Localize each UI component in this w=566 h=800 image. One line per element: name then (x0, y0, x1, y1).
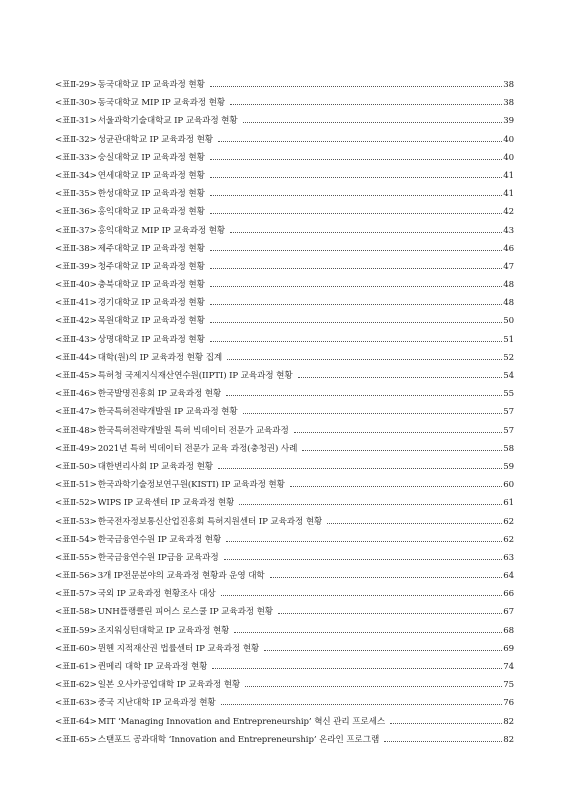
toc-entry-page: 46 (503, 243, 514, 254)
toc-entry-page: 61 (503, 498, 514, 509)
toc-leader-dots (210, 159, 502, 160)
toc-entry-title: 조지워싱턴대학교 IP 교육과정 현황 (97, 625, 230, 636)
toc-entry-label: <표Ⅱ-56> (55, 571, 97, 582)
toc-entry-title: 성균관대학교 IP 교육과정 현황 (97, 134, 213, 145)
toc-leader-dots (243, 413, 503, 414)
toc-entry-title: 동국대학교 IP 교육과정 현황 (97, 80, 205, 90)
toc-entry-label: <표Ⅱ-46> (55, 389, 97, 400)
toc-entry-label: <표Ⅱ-36> (55, 207, 97, 218)
toc-entry[interactable] (55, 187, 514, 205)
toc-entry-label: <표Ⅱ-38> (55, 243, 97, 254)
toc-entry-label: <표Ⅱ-57> (55, 589, 97, 600)
toc-entry-label: <표Ⅱ-41> (55, 298, 97, 309)
toc-entry[interactable] (55, 169, 514, 187)
toc-entry-page: 48 (503, 298, 514, 309)
toc-entry-label: <표Ⅱ-42> (55, 316, 97, 327)
toc-entry-title: 일본 오사카공업대학 IP 교육과정 현황 (97, 680, 241, 691)
toc-entry-title: 홍익대학교 IP 교육과정 현황 (97, 207, 205, 218)
toc-entry-title: 충북대학교 IP 교육과정 현황 (97, 280, 205, 291)
toc-entry-page: 76 (503, 698, 514, 709)
toc-leader-dots (278, 613, 502, 614)
toc-leader-dots (218, 141, 502, 142)
toc-entry-page: 40 (503, 152, 514, 163)
toc-entry-label: <표Ⅱ-60> (55, 643, 97, 654)
toc-entry-page: 48 (503, 280, 514, 291)
toc-entry-page: 69 (503, 643, 514, 654)
toc-entry-title: UNH플랭클린 피어스 로스쿨 IP 교육과정 현황 (97, 607, 274, 618)
toc-entry[interactable] (55, 569, 514, 587)
toc-entry[interactable] (55, 387, 514, 405)
toc-entry-label: <표Ⅱ-35> (55, 189, 97, 200)
toc-leader-dots (384, 741, 502, 742)
toc-leader-dots (218, 468, 502, 469)
toc-entry-page: 82 (503, 716, 514, 727)
toc-leader-dots (239, 504, 502, 505)
toc-entry[interactable] (55, 478, 514, 496)
toc-entry-page: 39 (503, 116, 514, 127)
toc-leader-dots (210, 304, 502, 305)
toc-entry-title: MIT ‘Managing Innovation and Entrepreneurship’ 혁신 관리 프로세스 (97, 716, 386, 727)
toc-entry-title: 중국 지난대학 IP 교육과정 현황 (97, 698, 216, 709)
toc-entry-title: 한국금융연수원 IP 교육과정 현황 (97, 534, 222, 545)
toc-leader-dots (221, 595, 503, 596)
toc-entry[interactable] (55, 314, 514, 332)
toc-entry-label: <표Ⅱ-32> (55, 134, 97, 145)
toc-entry-title: 제주대학교 IP 교육과정 현황 (97, 243, 205, 254)
toc-entry-label: <표Ⅱ-37> (55, 225, 97, 236)
toc-entry[interactable] (55, 351, 514, 369)
toc-entry-title: 3개 IP전문분야의 교육과정 현황과 운영 대학 (97, 571, 265, 582)
toc-leader-dots (226, 541, 502, 542)
toc-entry-title: 스탠포드 공과대학 ‘Innovation and Entrepreneurship’ 온라인 프로그램 (97, 734, 380, 745)
toc-leader-dots (298, 377, 503, 378)
toc-entry[interactable] (55, 624, 514, 642)
toc-leader-dots (210, 250, 502, 251)
toc-leader-dots (210, 195, 502, 196)
toc-entry-page: 41 (503, 189, 514, 200)
toc-entry[interactable] (55, 587, 514, 605)
toc-entry-page: 40 (503, 134, 514, 145)
toc-entry[interactable] (55, 296, 514, 314)
toc-entry[interactable] (55, 533, 514, 551)
toc-leader-dots (210, 213, 502, 214)
toc-entry[interactable] (55, 405, 514, 423)
table-of-contents (55, 78, 514, 751)
toc-entry-page: 47 (503, 261, 514, 272)
toc-entry-page: 60 (503, 480, 514, 491)
toc-leader-dots (224, 559, 503, 560)
toc-leader-dots (210, 322, 502, 323)
toc-entry-label: <표Ⅱ-51> (55, 480, 97, 491)
toc-entry[interactable] (55, 733, 514, 751)
toc-entry-page: 41 (503, 170, 514, 181)
toc-entry[interactable] (55, 496, 514, 514)
toc-leader-dots (221, 704, 503, 705)
toc-entry[interactable] (55, 333, 514, 351)
toc-entry-title: 국외 IP 교육과정 현황조사 대상 (97, 589, 216, 600)
toc-entry-label: <표Ⅱ-45> (55, 371, 97, 381)
toc-leader-dots (302, 450, 502, 451)
toc-entry-title: 동국대학교 MIP IP 교육과정 현황 (97, 98, 226, 109)
toc-entry-label: <표Ⅱ-61> (55, 662, 97, 672)
toc-entry-page: 59 (503, 461, 514, 472)
toc-entry[interactable] (55, 460, 514, 478)
toc-entry-label: <표Ⅱ-53> (55, 516, 97, 527)
toc-entry[interactable] (55, 515, 514, 533)
toc-entry-page: 38 (503, 98, 514, 109)
toc-entry-label: <표Ⅱ-48> (55, 425, 97, 436)
toc-entry-label: <표Ⅱ-29> (55, 80, 97, 90)
toc-entry-title: 연세대학교 IP 교육과정 현황 (97, 170, 205, 181)
toc-entry-title: 청주대학교 IP 교육과정 현황 (97, 261, 205, 272)
toc-entry-label: <표Ⅱ-39> (55, 261, 97, 272)
toc-entry-label: <표Ⅱ-50> (55, 461, 97, 472)
toc-leader-dots (227, 359, 502, 360)
toc-entry-title: 한국금융연수원 IP금융 교육과정 (97, 552, 219, 563)
toc-entry[interactable] (55, 424, 514, 442)
toc-entry-title: 한성대학교 IP 교육과정 현황 (97, 189, 205, 200)
toc-entry-title: 대학(원)의 IP 교육과정 현황 집계 (97, 352, 223, 363)
toc-leader-dots (234, 632, 502, 633)
toc-entry-page: 75 (503, 680, 514, 691)
toc-leader-dots (210, 286, 502, 287)
toc-entry-label: <표Ⅱ-34> (55, 170, 97, 181)
toc-entry[interactable] (55, 369, 514, 387)
toc-entry-title: 서울과학기술대학교 IP 교육과정 현황 (97, 116, 238, 127)
toc-entry-page: 74 (503, 662, 514, 672)
toc-entry-label: <표Ⅱ-59> (55, 625, 97, 636)
toc-entry[interactable] (55, 660, 514, 678)
toc-leader-dots (212, 668, 502, 669)
toc-entry-page: 54 (503, 371, 514, 381)
toc-entry-page: 67 (503, 607, 514, 618)
toc-entry[interactable] (55, 205, 514, 223)
toc-entry-page: 57 (503, 407, 514, 418)
toc-entry-label: <표Ⅱ-44> (55, 352, 97, 363)
toc-leader-dots (230, 104, 502, 105)
toc-leader-dots (245, 686, 502, 687)
toc-entry-title: 숭실대학교 IP 교육과정 현황 (97, 152, 205, 163)
toc-entry-page: 57 (503, 425, 514, 436)
toc-leader-dots (327, 523, 502, 524)
toc-entry-label: <표Ⅱ-47> (55, 407, 97, 418)
toc-entry-title: 대한변리사회 IP 교육과정 현황 (97, 461, 213, 472)
toc-leader-dots (264, 650, 502, 651)
toc-entry-title: 특허청 국제지식재산연수원(IIPTI) IP 교육과정 현황 (97, 371, 293, 381)
toc-entry-page: 50 (503, 316, 514, 327)
toc-entry[interactable] (55, 151, 514, 169)
toc-entry-label: <표Ⅱ-54> (55, 534, 97, 545)
toc-entry[interactable] (55, 96, 514, 114)
toc-entry-label: <표Ⅱ-65> (55, 734, 97, 745)
toc-entry-title: 한국과학기술정보연구원(KISTI) IP 교육과정 현황 (97, 480, 285, 491)
toc-entry-label: <표Ⅱ-43> (55, 334, 97, 345)
toc-entry[interactable] (55, 78, 514, 96)
toc-entry-page: 43 (503, 225, 514, 236)
toc-entry[interactable] (55, 551, 514, 569)
toc-entry-label: <표Ⅱ-31> (55, 116, 97, 127)
toc-entry[interactable] (55, 278, 514, 296)
toc-entry[interactable] (55, 696, 514, 714)
toc-entry-label: <표Ⅱ-55> (55, 552, 97, 563)
toc-entry-page: 63 (503, 552, 514, 563)
toc-entry-label: <표Ⅱ-40> (55, 280, 97, 291)
toc-entry-page: 68 (503, 625, 514, 636)
toc-entry-title: 한국특허전략개발원 IP 교육과정 현황 (97, 407, 238, 418)
toc-entry-title: 퀸메리 대학 IP 교육과정 현황 (97, 662, 208, 672)
toc-entry[interactable] (55, 642, 514, 660)
toc-entry-page: 52 (503, 352, 514, 363)
toc-entry-page: 66 (503, 589, 514, 600)
toc-leader-dots (210, 341, 502, 342)
toc-entry-title: 한국전자정보통신산업진흥회 특허지원센터 IP 교육과정 현황 (97, 516, 323, 527)
toc-leader-dots (210, 177, 502, 178)
toc-entry[interactable] (55, 605, 514, 623)
toc-leader-dots (230, 232, 502, 233)
toc-entry-page: 51 (503, 334, 514, 345)
toc-entry-label: <표Ⅱ-33> (55, 152, 97, 163)
toc-entry[interactable] (55, 114, 514, 132)
toc-entry-page: 55 (503, 389, 514, 400)
toc-entry-title: 상명대학교 IP 교육과정 현황 (97, 334, 205, 345)
toc-entry[interactable] (55, 260, 514, 278)
toc-leader-dots (270, 577, 503, 578)
toc-entry-page: 62 (503, 534, 514, 545)
toc-entry-page: 42 (503, 207, 514, 218)
toc-leader-dots (210, 86, 502, 87)
toc-entry-title: 한국발명진흥회 IP 교육과정 현황 (97, 389, 222, 400)
toc-entry-label: <표Ⅱ-49> (55, 443, 97, 454)
toc-entry-label: <표Ⅱ-52> (55, 498, 97, 509)
toc-entry-title: 2021년 특허 빅데이터 전문가 교육 과정(충청권) 사례 (97, 443, 298, 454)
toc-entry-label: <표Ⅱ-64> (55, 716, 97, 727)
toc-leader-dots (226, 395, 502, 396)
toc-entry-label: <표Ⅱ-58> (55, 607, 97, 618)
toc-entry[interactable] (55, 133, 514, 151)
toc-entry-label: <표Ⅱ-63> (55, 698, 97, 709)
toc-entry-page: 64 (503, 571, 514, 582)
toc-entry-page: 62 (503, 516, 514, 527)
toc-entry-title: 홍익대학교 MIP IP 교육과정 현황 (97, 225, 226, 236)
toc-entry-label: <표Ⅱ-30> (55, 98, 97, 109)
toc-entry[interactable] (55, 224, 514, 242)
toc-leader-dots (210, 268, 502, 269)
toc-leader-dots (294, 432, 503, 433)
toc-entry-title: 뮌헨 지적재산권 법률센터 IP 교육과정 현황 (97, 643, 260, 654)
toc-entry-label: <표Ⅱ-62> (55, 680, 97, 691)
toc-entry-page: 38 (503, 80, 514, 90)
toc-entry-title: 목원대학교 IP 교육과정 현황 (97, 316, 205, 327)
toc-entry[interactable] (55, 715, 514, 733)
toc-entry-title: WIPS IP 교육센터 IP 교육과정 현황 (97, 498, 235, 509)
toc-entry[interactable] (55, 678, 514, 696)
toc-entry-page: 82 (503, 734, 514, 745)
toc-entry[interactable] (55, 442, 514, 460)
toc-entry[interactable] (55, 242, 514, 260)
toc-leader-dots (290, 486, 502, 487)
toc-leader-dots (390, 723, 502, 724)
toc-entry-title: 한국특허전략개발원 특허 빅데이터 전문가 교육과정 (97, 425, 289, 436)
toc-leader-dots (243, 122, 503, 123)
toc-entry-title: 경기대학교 IP 교육과정 현황 (97, 298, 205, 309)
toc-entry-page: 58 (503, 443, 514, 454)
